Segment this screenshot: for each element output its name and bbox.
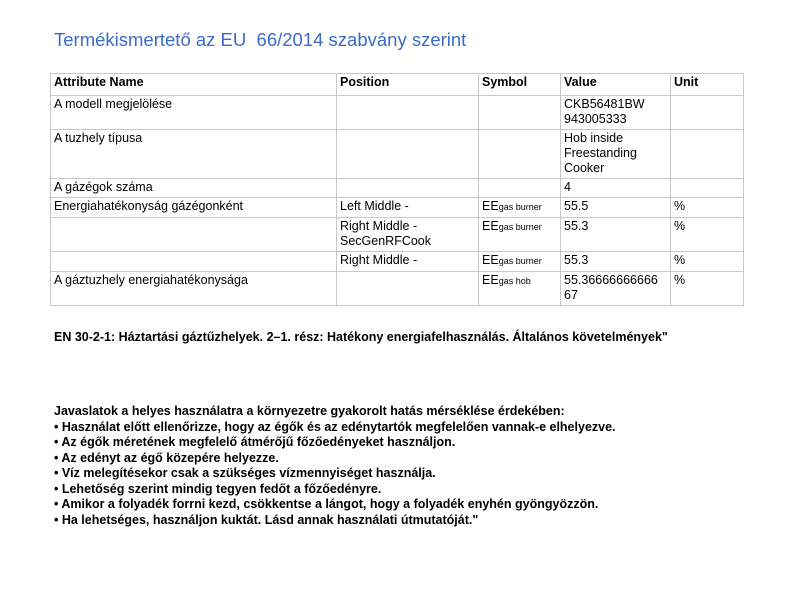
table-row <box>51 218 744 252</box>
symbol-subscript: gas burner <box>498 202 542 212</box>
cell-attribute-name <box>51 252 337 272</box>
cell-value <box>561 198 671 218</box>
cell-value <box>561 272 671 306</box>
cell-value <box>561 179 671 198</box>
cell-symbol <box>479 179 561 198</box>
cell-symbol <box>479 272 561 306</box>
symbol-subscript: gas burner <box>498 222 542 232</box>
symbol-subscript: gas hob <box>498 276 531 286</box>
cell-attribute-name <box>51 218 337 252</box>
cell-unit: % <box>671 252 744 272</box>
cell-attribute-name: Energiahatékonyság gázégonként <box>51 198 337 218</box>
cell-value <box>561 252 671 272</box>
advice-item: • Az edényt az égő közepére helyezze. <box>54 450 279 465</box>
cell-symbol <box>479 198 561 218</box>
table-row <box>51 130 744 179</box>
header-value: Value <box>561 74 671 96</box>
cell-unit <box>671 96 744 130</box>
table-row <box>51 272 744 306</box>
cell-position: Left Middle - <box>337 198 479 218</box>
cell-position <box>337 96 479 130</box>
table-header-row <box>51 74 744 96</box>
cell-unit <box>671 130 744 179</box>
value-line: 67 <box>564 288 578 302</box>
advice-section <box>54 404 616 528</box>
header-attribute-name: Attribute Name <box>51 74 337 96</box>
advice-item: • Amikor a folyadék forrni kezd, csökkentse a lángot, hogy a folyadék enyhén gyöngyözzön. <box>54 497 599 511</box>
advice-item: • Víz melegítésekor csak a szükséges vízmennyiséget használja. <box>54 466 436 480</box>
cell-unit: % <box>671 198 744 218</box>
cell-symbol <box>479 252 561 272</box>
cell-position: Right Middle - <box>337 252 479 272</box>
value-line: CKB56481BW <box>564 97 645 111</box>
table-row <box>51 179 744 198</box>
advice-item: • Ha lehetséges, használjon kuktát. Lásd annak használati útmutatóját." <box>54 512 479 527</box>
value-line: Cooker <box>564 161 605 175</box>
table-row <box>51 96 744 130</box>
cell-value <box>561 218 671 252</box>
spec-table <box>50 73 744 306</box>
standard-note: EN 30-2-1: Háztartási gáztűzhelyek. 2–1. rész: Hatékony energiafelhasználás. Általános követelmények" <box>54 330 668 344</box>
symbol-subscript: gas burner <box>498 256 542 266</box>
value-line: 943005333 <box>564 112 627 126</box>
advice-item: • Az égők méretének megfelelő átmérőjű főzőedényeket használjon. <box>54 435 456 449</box>
cell-position: Right Middle - SecGenRFCook <box>337 218 479 252</box>
cell-value <box>561 130 671 179</box>
cell-symbol <box>479 218 561 252</box>
value-line: Freestanding <box>564 146 637 160</box>
cell-unit <box>671 179 744 198</box>
cell-symbol <box>479 130 561 179</box>
table-row <box>51 198 744 218</box>
symbol-text: EE <box>482 273 499 287</box>
advice-heading: Javaslatok a helyes használatra a környezetre gyakorolt hatás mérséklése érdekében: <box>54 404 565 418</box>
cell-attribute-name: A tuzhely típusa <box>51 130 337 179</box>
value-line: 55.3 <box>564 253 589 267</box>
value-line: 55.36666666666 <box>564 273 658 287</box>
page-title: Termékismertető az EU 66/2014 szabvány szerint <box>54 29 467 50</box>
header-symbol: Symbol <box>479 74 561 96</box>
cell-position <box>337 130 479 179</box>
cell-attribute-name: A gáztuzhely energiahatékonysága <box>51 272 337 306</box>
cell-value <box>561 96 671 130</box>
value-line: 4 <box>564 180 571 194</box>
cell-symbol <box>479 96 561 130</box>
cell-position <box>337 179 479 198</box>
symbol-text: EE <box>482 199 499 213</box>
value-line: 55.3 <box>564 219 589 233</box>
cell-unit: % <box>671 218 744 252</box>
cell-attribute-name: A modell megjelölése <box>51 96 337 130</box>
cell-position <box>337 272 479 306</box>
symbol-text: EE <box>482 253 499 267</box>
advice-item: • Használat előtt ellenőrizze, hogy az égők és az edénytartók megfelelően vannak-e elhelyezve. <box>54 419 616 434</box>
cell-attribute-name: A gázégok száma <box>51 179 337 198</box>
header-position: Position <box>337 74 479 96</box>
value-line: Hob inside <box>564 131 624 145</box>
table-row <box>51 252 744 272</box>
cell-unit: % <box>671 272 744 306</box>
header-unit: Unit <box>671 74 744 96</box>
symbol-text: EE <box>482 219 499 233</box>
advice-item: • Lehetőség szerint mindig tegyen fedőt a főzőedényre. <box>54 481 382 496</box>
value-line: 55.5 <box>564 199 589 213</box>
